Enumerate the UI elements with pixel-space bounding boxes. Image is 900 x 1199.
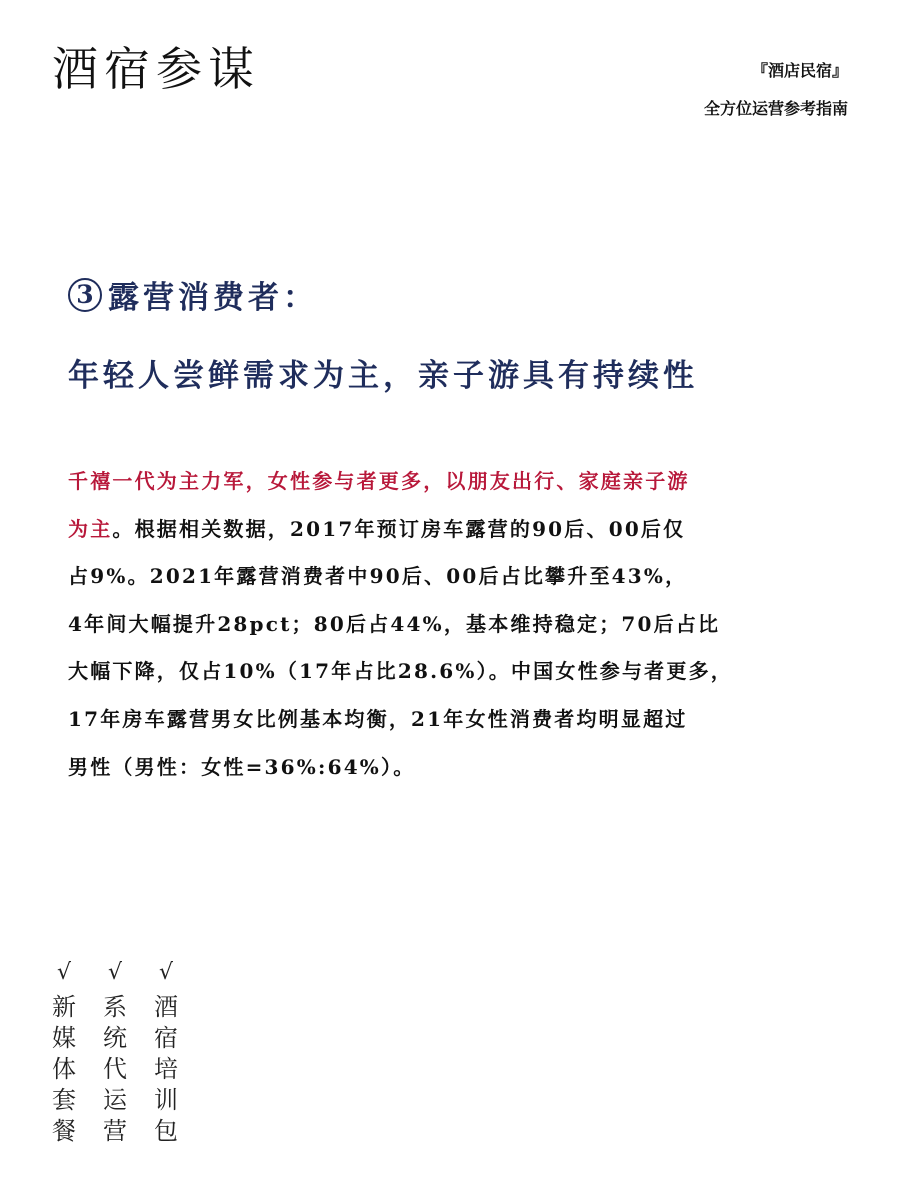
tagline-line1: 『酒店民宿』 <box>751 61 848 80</box>
section-subtitle: 年轻人尝鲜需求为主，亲子游具有持续性 <box>68 358 698 394</box>
checkmark-icon: √ <box>107 960 123 985</box>
body-paragraph <box>68 458 868 791</box>
section-number-badge: 3 <box>68 278 102 312</box>
service-char: 酒 <box>154 993 178 1021</box>
checkmark-icon: √ <box>158 960 174 985</box>
service-char: 媒 <box>52 1024 76 1052</box>
service-char: 包 <box>154 1117 178 1145</box>
section-title <box>68 272 318 317</box>
service-char: 餐 <box>52 1117 76 1145</box>
paragraph-line-1 <box>68 458 868 506</box>
service-column-operations <box>103 958 127 1147</box>
paragraph-line-7: 男性（男性：女性=36%:64%）。 <box>68 754 416 779</box>
paragraph-line-3: 占9%。2021年露营消费者中90后、00后占比攀升至43%， <box>68 564 688 589</box>
service-char: 系 <box>103 993 127 1021</box>
paragraph-line-4: 4年间大幅提升28pct；80后占44%，基本维持稳定；70后占比 <box>68 611 721 636</box>
service-char: 套 <box>52 1086 76 1114</box>
brand-title: 酒宿参谋 <box>52 42 260 96</box>
service-char: 体 <box>52 1055 76 1083</box>
service-char: 培 <box>154 1055 178 1083</box>
service-char: 代 <box>103 1055 127 1083</box>
service-char: 训 <box>154 1086 178 1114</box>
service-char: 新 <box>52 993 76 1021</box>
paragraph-line-2-rest: 。根据相关数据，2017年预订房车露营的90后、00后仅 <box>112 516 686 541</box>
highlight-text-1: 千禧一代为主力军，女性参与者更多，以朋友出行、家庭亲子游 <box>68 469 690 493</box>
service-char: 统 <box>103 1024 127 1052</box>
service-char: 营 <box>103 1117 127 1145</box>
checkmark-icon: √ <box>56 960 72 985</box>
paragraph-line-5: 大幅下降，仅占10%（17年占比28.6%）。中国女性参与者更多， <box>68 659 733 684</box>
section-title-text: 露营消费者： <box>108 280 318 316</box>
service-column-training <box>154 958 178 1147</box>
service-char: 宿 <box>154 1024 178 1052</box>
services-list <box>52 958 178 1147</box>
tagline-line2: 全方位运营参考指南 <box>703 99 848 118</box>
tagline <box>704 52 848 128</box>
service-char: 运 <box>103 1086 127 1114</box>
highlight-text-2: 为主 <box>68 516 113 541</box>
paragraph-line-6: 17年房车露营男女比例基本均衡，21年女性消费者均明显超过 <box>68 706 688 731</box>
service-column-media <box>52 958 76 1147</box>
paragraph-line-2 <box>68 506 868 554</box>
